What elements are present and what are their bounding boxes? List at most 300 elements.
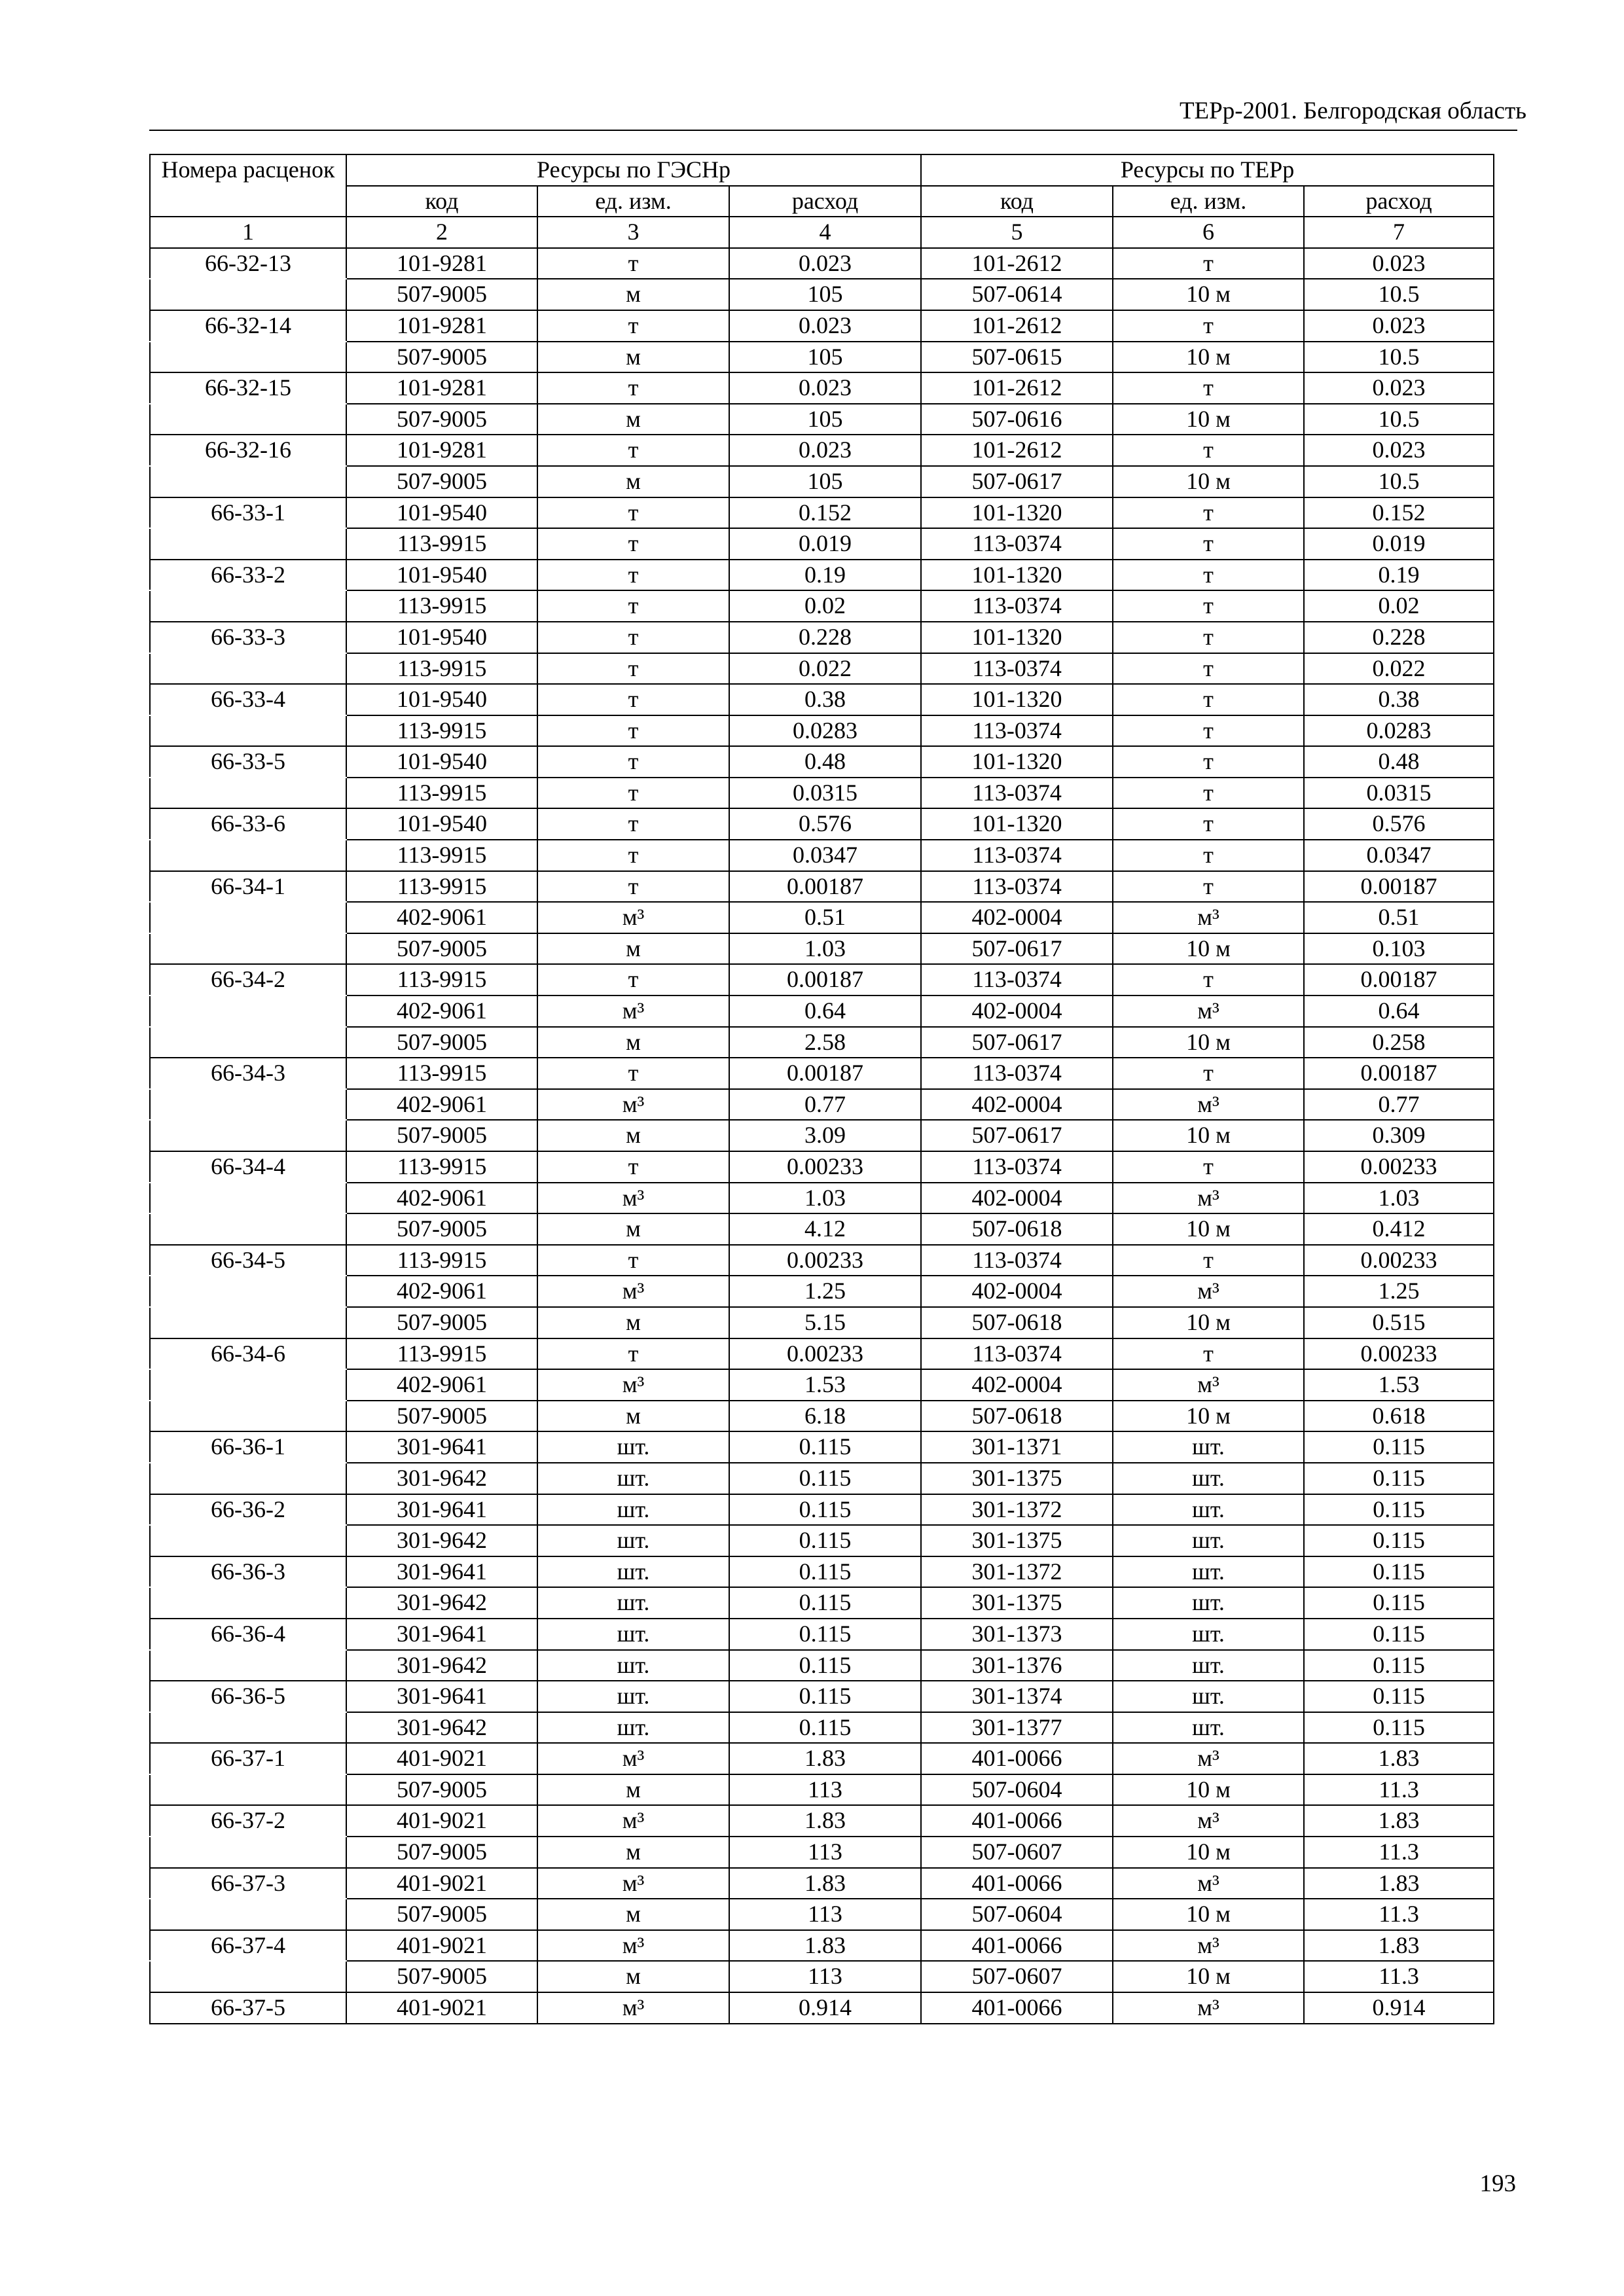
ter-qty-cell: 1.83 (1304, 1930, 1494, 1962)
gesn-code-cell: 402-9061 (346, 1089, 537, 1121)
ter-unit-cell: шт. (1113, 1525, 1304, 1556)
gesn-code-cell: 402-9061 (346, 1183, 537, 1214)
gesn-code-cell: 507-9005 (346, 1120, 537, 1151)
ter-unit-cell: м³ (1113, 1089, 1304, 1121)
column-header-gesn-code: код (346, 186, 537, 217)
gesn-code-cell: 507-9005 (346, 342, 537, 373)
gesn-qty-cell: 1.83 (729, 1805, 921, 1837)
gesn-unit-cell: м (537, 1120, 729, 1151)
gesn-unit-cell: т (537, 622, 729, 653)
ter-qty-cell: 0.0283 (1304, 715, 1494, 747)
gesn-qty-cell: 0.023 (729, 310, 921, 342)
table-row (150, 996, 1494, 1027)
ter-code-cell: 507-0607 (921, 1961, 1113, 1992)
gesn-qty-cell: 0.115 (729, 1587, 921, 1619)
rate-number-cell-empty (150, 902, 346, 933)
gesn-code-cell: 402-9061 (346, 1276, 537, 1307)
gesn-unit-cell: т (537, 310, 729, 342)
ter-qty-cell: 0.103 (1304, 933, 1494, 965)
ter-code-cell: 301-1373 (921, 1619, 1113, 1650)
ter-code-cell: 301-1377 (921, 1712, 1113, 1744)
gesn-code-cell: 401-9021 (346, 1992, 537, 2024)
rate-number-cell-empty (150, 590, 346, 622)
ter-qty-cell: 0.00187 (1304, 964, 1494, 996)
gesn-code-cell: 507-9005 (346, 1307, 537, 1338)
gesn-code-cell: 101-9281 (346, 310, 537, 342)
gesn-unit-cell: т (537, 840, 729, 871)
ter-qty-cell: 0.51 (1304, 902, 1494, 933)
ter-unit-cell: 10 м (1113, 279, 1304, 310)
rate-number-cell: 66-34-5 (150, 1245, 346, 1276)
ter-unit-cell: шт. (1113, 1556, 1304, 1588)
ter-code-cell: 101-1320 (921, 560, 1113, 591)
ter-qty-cell: 11.3 (1304, 1899, 1494, 1930)
ter-code-cell: 113-0374 (921, 964, 1113, 996)
gesn-code-cell: 402-9061 (346, 1369, 537, 1401)
gesn-qty-cell: 1.03 (729, 933, 921, 965)
gesn-qty-cell: 0.115 (729, 1431, 921, 1463)
gesn-code-cell: 507-9005 (346, 279, 537, 310)
gesn-code-cell: 507-9005 (346, 1401, 537, 1432)
ter-unit-cell: шт. (1113, 1431, 1304, 1463)
gesn-code-cell: 507-9005 (346, 404, 537, 435)
ter-unit-cell: 10 м (1113, 342, 1304, 373)
ter-qty-cell: 0.00233 (1304, 1245, 1494, 1276)
table-row (150, 1650, 1494, 1681)
rate-number-cell-empty (150, 466, 346, 497)
gesn-qty-cell: 0.00187 (729, 964, 921, 996)
rate-number-cell: 66-37-4 (150, 1930, 346, 1962)
ter-qty-cell: 0.64 (1304, 996, 1494, 1027)
gesn-unit-cell: м (537, 404, 729, 435)
ter-qty-cell: 10.5 (1304, 404, 1494, 435)
gesn-unit-cell: м (537, 1401, 729, 1432)
rate-number-cell-empty (150, 1463, 346, 1494)
gesn-qty-cell: 0.0315 (729, 778, 921, 809)
gesn-unit-cell: м³ (537, 996, 729, 1027)
gesn-unit-cell: т (537, 590, 729, 622)
ter-code-cell: 101-2612 (921, 372, 1113, 404)
gesn-code-cell: 113-9915 (346, 1245, 537, 1276)
gesn-code-cell: 301-9641 (346, 1681, 537, 1712)
ter-code-cell: 101-1320 (921, 684, 1113, 715)
gesn-unit-cell: т (537, 1058, 729, 1089)
ter-unit-cell: м³ (1113, 1805, 1304, 1837)
gesn-qty-cell: 0.115 (729, 1494, 921, 1526)
gesn-code-cell: 507-9005 (346, 933, 537, 965)
gesn-unit-cell: т (537, 871, 729, 903)
gesn-qty-cell: 0.023 (729, 248, 921, 279)
gesn-code-cell: 301-9642 (346, 1463, 537, 1494)
ter-unit-cell: 10 м (1113, 933, 1304, 965)
ter-unit-cell: 10 м (1113, 1837, 1304, 1868)
ter-unit-cell: м³ (1113, 902, 1304, 933)
gesn-qty-cell: 0.48 (729, 746, 921, 778)
ter-qty-cell: 0.115 (1304, 1712, 1494, 1744)
gesn-code-cell: 402-9061 (346, 996, 537, 1027)
gesn-qty-cell: 1.83 (729, 1743, 921, 1774)
header-row-sub (150, 186, 1494, 217)
ter-unit-cell: т (1113, 590, 1304, 622)
gesn-unit-cell: м (537, 1899, 729, 1930)
table-row (150, 1525, 1494, 1556)
column-index: 1 (150, 217, 346, 248)
gesn-qty-cell: 0.19 (729, 560, 921, 591)
gesn-unit-cell: м (537, 1837, 729, 1868)
rate-number-cell-empty (150, 1089, 346, 1121)
ter-code-cell: 301-1375 (921, 1525, 1113, 1556)
table-row (150, 279, 1494, 310)
gesn-unit-cell: т (537, 1245, 729, 1276)
table-row (150, 1930, 1494, 1962)
ter-code-cell: 402-0004 (921, 996, 1113, 1027)
rate-number-cell: 66-33-1 (150, 497, 346, 529)
rate-number-cell-empty (150, 1120, 346, 1151)
table-row (150, 372, 1494, 404)
ter-qty-cell: 0.115 (1304, 1525, 1494, 1556)
gesn-code-cell: 113-9915 (346, 653, 537, 685)
table-row (150, 590, 1494, 622)
ter-qty-cell: 11.3 (1304, 1837, 1494, 1868)
gesn-qty-cell: 0.64 (729, 996, 921, 1027)
gesn-code-cell: 113-9915 (346, 1151, 537, 1183)
gesn-code-cell: 101-9281 (346, 248, 537, 279)
rate-number-cell-empty (150, 1307, 346, 1338)
gesn-code-cell: 101-9281 (346, 435, 537, 466)
group-header-gesn: Ресурсы по ГЭСНр (346, 154, 921, 186)
ter-qty-cell: 1.53 (1304, 1369, 1494, 1401)
ter-unit-cell: шт. (1113, 1712, 1304, 1744)
ter-code-cell: 507-0618 (921, 1307, 1113, 1338)
ter-qty-cell: 0.618 (1304, 1401, 1494, 1432)
rate-number-cell: 66-33-2 (150, 560, 346, 591)
ter-code-cell: 301-1372 (921, 1494, 1113, 1526)
rate-number-cell-empty (150, 1899, 346, 1930)
gesn-code-cell: 507-9005 (346, 1774, 537, 1806)
column-index: 3 (537, 217, 729, 248)
ter-code-cell: 507-0607 (921, 1837, 1113, 1868)
gesn-qty-cell: 0.152 (729, 497, 921, 529)
gesn-qty-cell: 0.0347 (729, 840, 921, 871)
table-row (150, 1431, 1494, 1463)
rate-number-cell-empty (150, 279, 346, 310)
gesn-unit-cell: м (537, 933, 729, 965)
ter-code-cell: 507-0616 (921, 404, 1113, 435)
ter-qty-cell: 0.412 (1304, 1213, 1494, 1245)
gesn-code-cell: 401-9021 (346, 1805, 537, 1837)
ter-unit-cell: т (1113, 1151, 1304, 1183)
gesn-qty-cell: 0.115 (729, 1619, 921, 1650)
table-row (150, 497, 1494, 529)
ter-qty-cell: 1.03 (1304, 1183, 1494, 1214)
ter-qty-cell: 0.115 (1304, 1681, 1494, 1712)
table-row (150, 560, 1494, 591)
gesn-unit-cell: шт. (537, 1525, 729, 1556)
gesn-unit-cell: шт. (537, 1463, 729, 1494)
table-row (150, 840, 1494, 871)
gesn-code-cell: 101-9540 (346, 808, 537, 840)
gesn-qty-cell: 0.00233 (729, 1151, 921, 1183)
group-header-ter: Ресурсы по ТЕРр (921, 154, 1494, 186)
gesn-unit-cell: м³ (537, 1992, 729, 2024)
ter-qty-cell: 0.115 (1304, 1587, 1494, 1619)
ter-code-cell: 301-1375 (921, 1587, 1113, 1619)
ter-unit-cell: шт. (1113, 1463, 1304, 1494)
ter-unit-cell: 10 м (1113, 1899, 1304, 1930)
table-row (150, 933, 1494, 965)
rate-number-cell-empty (150, 1961, 346, 1992)
ter-unit-cell: шт. (1113, 1494, 1304, 1526)
table-row (150, 1151, 1494, 1183)
ter-code-cell: 113-0374 (921, 1338, 1113, 1370)
ter-unit-cell: м³ (1113, 1183, 1304, 1214)
ter-unit-cell: м³ (1113, 1276, 1304, 1307)
ter-unit-cell: т (1113, 310, 1304, 342)
gesn-qty-cell: 1.83 (729, 1930, 921, 1962)
ter-unit-cell: 10 м (1113, 1027, 1304, 1058)
rate-number-cell-empty (150, 840, 346, 871)
rate-number-cell-empty (150, 933, 346, 965)
ter-unit-cell: 10 м (1113, 1120, 1304, 1151)
gesn-qty-cell: 0.115 (729, 1681, 921, 1712)
gesn-unit-cell: т (537, 1151, 729, 1183)
table-row (150, 1027, 1494, 1058)
ter-code-cell: 507-0617 (921, 933, 1113, 965)
table-row (150, 1899, 1494, 1930)
gesn-qty-cell: 0.019 (729, 528, 921, 560)
ter-code-cell: 507-0604 (921, 1774, 1113, 1806)
gesn-qty-cell: 0.115 (729, 1712, 921, 1744)
table-row (150, 684, 1494, 715)
gesn-unit-cell: т (537, 372, 729, 404)
ter-code-cell: 113-0374 (921, 778, 1113, 809)
rate-number-cell-empty (150, 1837, 346, 1868)
gesn-code-cell: 401-9021 (346, 1930, 537, 1962)
rate-number-cell-empty (150, 1369, 346, 1401)
gesn-code-cell: 507-9005 (346, 1961, 537, 1992)
table-row (150, 1058, 1494, 1089)
ter-qty-cell: 0.115 (1304, 1650, 1494, 1681)
rate-number-cell-empty (150, 404, 346, 435)
gesn-code-cell: 101-9540 (346, 560, 537, 591)
table-row (150, 1245, 1494, 1276)
ter-code-cell: 113-0374 (921, 715, 1113, 747)
gesn-unit-cell: м³ (537, 1930, 729, 1962)
gesn-qty-cell: 0.00187 (729, 871, 921, 903)
ter-unit-cell: 10 м (1113, 466, 1304, 497)
ter-qty-cell: 11.3 (1304, 1774, 1494, 1806)
gesn-unit-cell: т (537, 497, 729, 529)
gesn-qty-cell: 113 (729, 1837, 921, 1868)
gesn-code-cell: 301-9642 (346, 1650, 537, 1681)
gesn-code-cell: 101-9281 (346, 372, 537, 404)
ter-qty-cell: 0.228 (1304, 622, 1494, 653)
column-header-ter-qty: расход (1304, 186, 1494, 217)
gesn-code-cell: 301-9642 (346, 1525, 537, 1556)
gesn-qty-cell: 0.00187 (729, 1058, 921, 1089)
ter-code-cell: 301-1376 (921, 1650, 1113, 1681)
gesn-unit-cell: м (537, 1774, 729, 1806)
ter-qty-cell: 0.00233 (1304, 1151, 1494, 1183)
gesn-code-cell: 113-9915 (346, 964, 537, 996)
gesn-code-cell: 507-9005 (346, 1213, 537, 1245)
ter-code-cell: 402-0004 (921, 902, 1113, 933)
rate-number-cell: 66-34-3 (150, 1058, 346, 1089)
gesn-qty-cell: 0.0283 (729, 715, 921, 747)
ter-unit-cell: т (1113, 653, 1304, 685)
ter-qty-cell: 0.02 (1304, 590, 1494, 622)
gesn-unit-cell: шт. (537, 1681, 729, 1712)
gesn-unit-cell: т (537, 560, 729, 591)
ter-qty-cell: 0.115 (1304, 1463, 1494, 1494)
column-header-ter-code: код (921, 186, 1113, 217)
ter-qty-cell: 0.00187 (1304, 871, 1494, 903)
gesn-unit-cell: м³ (537, 1276, 729, 1307)
gesn-unit-cell: м (537, 342, 729, 373)
rate-number-cell-empty (150, 1401, 346, 1432)
ter-unit-cell: т (1113, 1245, 1304, 1276)
table-row (150, 808, 1494, 840)
table-row (150, 1463, 1494, 1494)
ter-qty-cell: 10.5 (1304, 466, 1494, 497)
ter-qty-cell: 0.152 (1304, 497, 1494, 529)
ter-code-cell: 402-0004 (921, 1183, 1113, 1214)
gesn-qty-cell: 0.38 (729, 684, 921, 715)
gesn-qty-cell: 0.77 (729, 1089, 921, 1121)
ter-qty-cell: 0.576 (1304, 808, 1494, 840)
rate-number-cell-empty (150, 996, 346, 1027)
gesn-unit-cell: т (537, 684, 729, 715)
ter-qty-cell: 0.115 (1304, 1431, 1494, 1463)
gesn-qty-cell: 0.228 (729, 622, 921, 653)
gesn-unit-cell: м³ (537, 1369, 729, 1401)
gesn-code-cell: 301-9641 (346, 1431, 537, 1463)
ter-qty-cell: 0.00233 (1304, 1338, 1494, 1370)
ter-unit-cell: шт. (1113, 1587, 1304, 1619)
rate-number-cell: 66-33-4 (150, 684, 346, 715)
table-row (150, 1992, 1494, 2024)
ter-unit-cell: м³ (1113, 1992, 1304, 2024)
gesn-code-cell: 101-9540 (346, 622, 537, 653)
table-row (150, 871, 1494, 903)
ter-unit-cell: 10 м (1113, 1307, 1304, 1338)
gesn-unit-cell: т (537, 435, 729, 466)
ter-code-cell: 113-0374 (921, 590, 1113, 622)
table-row (150, 964, 1494, 996)
ter-qty-cell: 1.83 (1304, 1805, 1494, 1837)
gesn-qty-cell: 1.25 (729, 1276, 921, 1307)
gesn-code-cell: 101-9540 (346, 497, 537, 529)
rate-number-cell-empty (150, 342, 346, 373)
table-row (150, 778, 1494, 809)
gesn-unit-cell: м (537, 1213, 729, 1245)
gesn-qty-cell: 3.09 (729, 1120, 921, 1151)
ter-qty-cell: 0.914 (1304, 1992, 1494, 2024)
gesn-unit-cell: м³ (537, 1089, 729, 1121)
rate-number-cell: 66-33-3 (150, 622, 346, 653)
rate-number-cell: 66-37-1 (150, 1743, 346, 1774)
ter-code-cell: 401-0066 (921, 1743, 1113, 1774)
ter-qty-cell: 0.115 (1304, 1494, 1494, 1526)
table-row (150, 404, 1494, 435)
ter-unit-cell: т (1113, 1058, 1304, 1089)
table-row (150, 1369, 1494, 1401)
ter-unit-cell: т (1113, 871, 1304, 903)
table-row (150, 1587, 1494, 1619)
gesn-unit-cell: т (537, 964, 729, 996)
ter-unit-cell: т (1113, 248, 1304, 279)
gesn-unit-cell: т (537, 1338, 729, 1370)
gesn-qty-cell: 105 (729, 404, 921, 435)
gesn-unit-cell: т (537, 746, 729, 778)
ter-unit-cell: м³ (1113, 996, 1304, 1027)
table-row (150, 1743, 1494, 1774)
table-row (150, 1120, 1494, 1151)
gesn-unit-cell: т (537, 715, 729, 747)
ter-qty-cell: 0.022 (1304, 653, 1494, 685)
column-header-ter-unit: ед. изм. (1113, 186, 1304, 217)
gesn-unit-cell: т (537, 653, 729, 685)
ter-unit-cell: т (1113, 372, 1304, 404)
gesn-code-cell: 301-9642 (346, 1587, 537, 1619)
ter-code-cell: 113-0374 (921, 528, 1113, 560)
gesn-code-cell: 301-9641 (346, 1494, 537, 1526)
gesn-qty-cell: 2.58 (729, 1027, 921, 1058)
rate-number-cell: 66-33-6 (150, 808, 346, 840)
ter-unit-cell: т (1113, 560, 1304, 591)
gesn-qty-cell: 0.02 (729, 590, 921, 622)
gesn-qty-cell: 0.115 (729, 1556, 921, 1588)
ter-unit-cell: 10 м (1113, 404, 1304, 435)
table-row (150, 435, 1494, 466)
table-head (150, 154, 1494, 248)
table-row (150, 342, 1494, 373)
table-row (150, 653, 1494, 685)
gesn-code-cell: 113-9915 (346, 715, 537, 747)
ter-qty-cell: 1.25 (1304, 1276, 1494, 1307)
gesn-qty-cell: 105 (729, 342, 921, 373)
ter-code-cell: 507-0615 (921, 342, 1113, 373)
rate-number-cell-empty (150, 1027, 346, 1058)
rate-number-cell: 66-36-4 (150, 1619, 346, 1650)
ter-qty-cell: 1.83 (1304, 1743, 1494, 1774)
rate-number-cell: 66-36-5 (150, 1681, 346, 1712)
gesn-code-cell: 113-9915 (346, 528, 537, 560)
rate-number-cell-empty (150, 528, 346, 560)
table-row (150, 1681, 1494, 1712)
ter-qty-cell: 0.023 (1304, 248, 1494, 279)
ter-unit-cell: т (1113, 497, 1304, 529)
gesn-qty-cell: 0.00233 (729, 1245, 921, 1276)
rate-number-cell: 66-32-14 (150, 310, 346, 342)
table-row (150, 746, 1494, 778)
ter-code-cell: 113-0374 (921, 1151, 1113, 1183)
rate-number-cell-empty (150, 1650, 346, 1681)
ter-qty-cell: 0.023 (1304, 310, 1494, 342)
table-row (150, 1089, 1494, 1121)
ter-qty-cell: 0.023 (1304, 435, 1494, 466)
gesn-qty-cell: 113 (729, 1961, 921, 1992)
gesn-unit-cell: шт. (537, 1619, 729, 1650)
gesn-code-cell: 113-9915 (346, 590, 537, 622)
ter-code-cell: 401-0066 (921, 1992, 1113, 2024)
ter-code-cell: 401-0066 (921, 1868, 1113, 1899)
rate-number-cell-empty (150, 1276, 346, 1307)
ter-qty-cell: 0.19 (1304, 560, 1494, 591)
ter-qty-cell: 0.115 (1304, 1556, 1494, 1588)
ter-code-cell: 401-0066 (921, 1930, 1113, 1962)
ter-qty-cell: 0.515 (1304, 1307, 1494, 1338)
